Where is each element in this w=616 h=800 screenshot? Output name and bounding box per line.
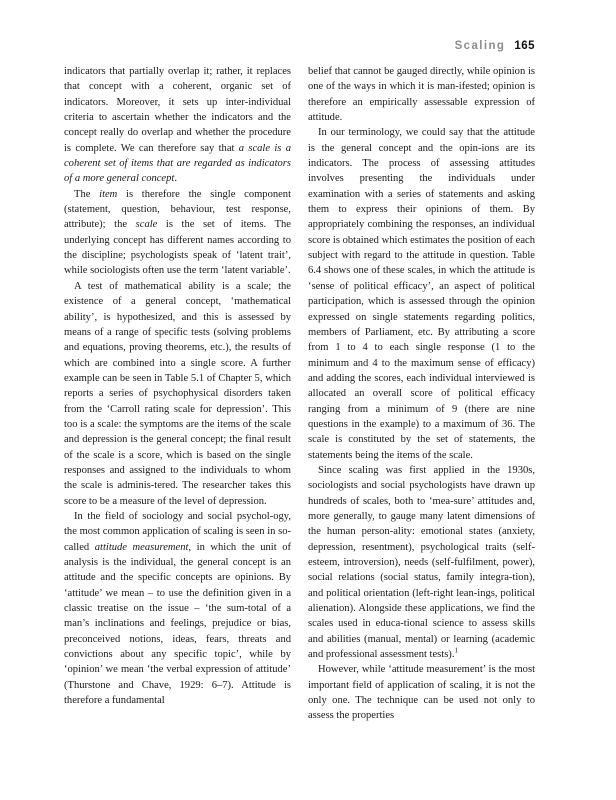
paragraph: belief that cannot be gauged directly, while opinion is one of the ways in which it is man-ifested; opinion is therefore an empirically assessable expression of attitude. (308, 66, 535, 124)
text-run: Since scaling was first applied in the 1930s, sociologists and social psychologists have drawn up hundreds of scales, both to ‘mea-sure’ attitudes and, more generally, to gauge many latent dimensions of the human person-ality: emotional states (anxiety, depression, resentment), psychological traits (self-esteem, introversion), needs (self-fulfilment, power), social relations (social status, family integra-tion), and political orientation (left-right lean-ings, political alienation). Alongside these applications, we find the scales used in educa-tional science to assess skills and abilities (manual, mental) or learning (academic and professional assessment tests). (308, 464, 535, 661)
paragraph (64, 187, 291, 279)
paragraph (64, 64, 291, 187)
text-run: In the field of sociology and social psychol-ogy, the most common application of scaling is seen in so-called (64, 510, 291, 553)
text-run: is the set of items. The underlying concept has different names according to the discipline; psychologists speak of ‘latent trait’, while sociologists often use the term ‘latent variable’. (64, 219, 291, 277)
italic-definition: a scale is a coherent set of items that are regarded as indicators of a more general concept (64, 142, 291, 185)
right-column (308, 64, 535, 724)
paragraph: In our terminology, we could say that the attitude is the general concept and the opin-ions are its indicators. The process of assessing attitudes involves presenting the individuals under examination with a series of statements and asking them to express their opinions of them. By appropriately combining the responses, an individual score is obtained which estimates the position of each subject with regard to the attitude in question. Table 6.4 shows one of these scales, in which the attitude is ‘sense of political efficacy’, an aspect of political participation, which is assessed through the opinion expressed on single statements regarding politics, members of Parliament, etc. By attributing a score from 1 to 4 to each single response (1 to the minimum and 4 to the maximum sense of efficacy) and adding the scores, each individual interviewed is allocated an overall score of political efficacy ranging from a minimum of 9 (there are nine questions in the example) to a maximum of 36. The scale is constituted by the set of statements, the statements being the items of the scale. (308, 127, 535, 461)
text-run: , in which the unit of analysis is the individual, the general concept is an attitude and the specific concepts are opinions. By ‘attitude’ we mean – to use the definition given in a classic treatise on the issue – ‘the sum-total of a man’s inclinations and feelings, prejudice or bias, preconceived notions, ideas, fears, threats and convictions about any specific topic’, while by ‘opinion’ we mean ‘the verbal expression of attitude’ (Thurstone and Chave, 1929: 6–7). Attitude is therefore a fundamental (64, 541, 291, 707)
footnote-marker[interactable]: 1 (454, 646, 458, 655)
text-run: . (174, 173, 177, 185)
running-head (455, 40, 535, 52)
italic-term-attitude-measurement: attitude measurement (94, 541, 189, 553)
paragraph: A test of mathematical ability is a scale; the existence of a general concept, ‘mathematical ability’, is hypothesized, and this is assessed by means of a range of specific tests (solving problems and equations, proving theorems, etc.), the results of which are combined into a single score. A further example can be seen in Table 5.1 of Chapter 5, which reports a series of psychophysical disorders taken from the ‘Carroll rating scale for depression’. This too is a scale: the symptoms are the items of the scale and depression is the general concept; the final result of the scale is a score, which is based on the single responses and assigned to the individuals to whom the scale is adminis-tered. The researcher takes this score to be a measure of the level of depression. (64, 280, 291, 507)
page-number: 165 (514, 40, 535, 52)
paragraph: However, while ‘attitude measurement’ is the most important field of application of scaling, it is not the only one. The technique can be used not only to assess the properties (308, 664, 535, 722)
running-title: Scaling (454, 40, 506, 52)
text-run: indicators that partially overlap it; rather, it replaces that concept with a coherent, organic set of indicators. Moreover, it sets up inter-individual criteria to ascertain whether the indicators and the concept really do overlap and whether the procedure is complete. We can therefore say that (64, 66, 291, 154)
text-run: The (74, 188, 100, 200)
left-column (64, 64, 291, 708)
italic-term-scale: scale (135, 219, 158, 231)
italic-term-item: item (99, 188, 118, 200)
paragraph (308, 463, 535, 662)
text-run: is therefore the single component (statement, question, behaviour, test response, attribute); the (64, 188, 291, 231)
paragraph (64, 509, 291, 708)
